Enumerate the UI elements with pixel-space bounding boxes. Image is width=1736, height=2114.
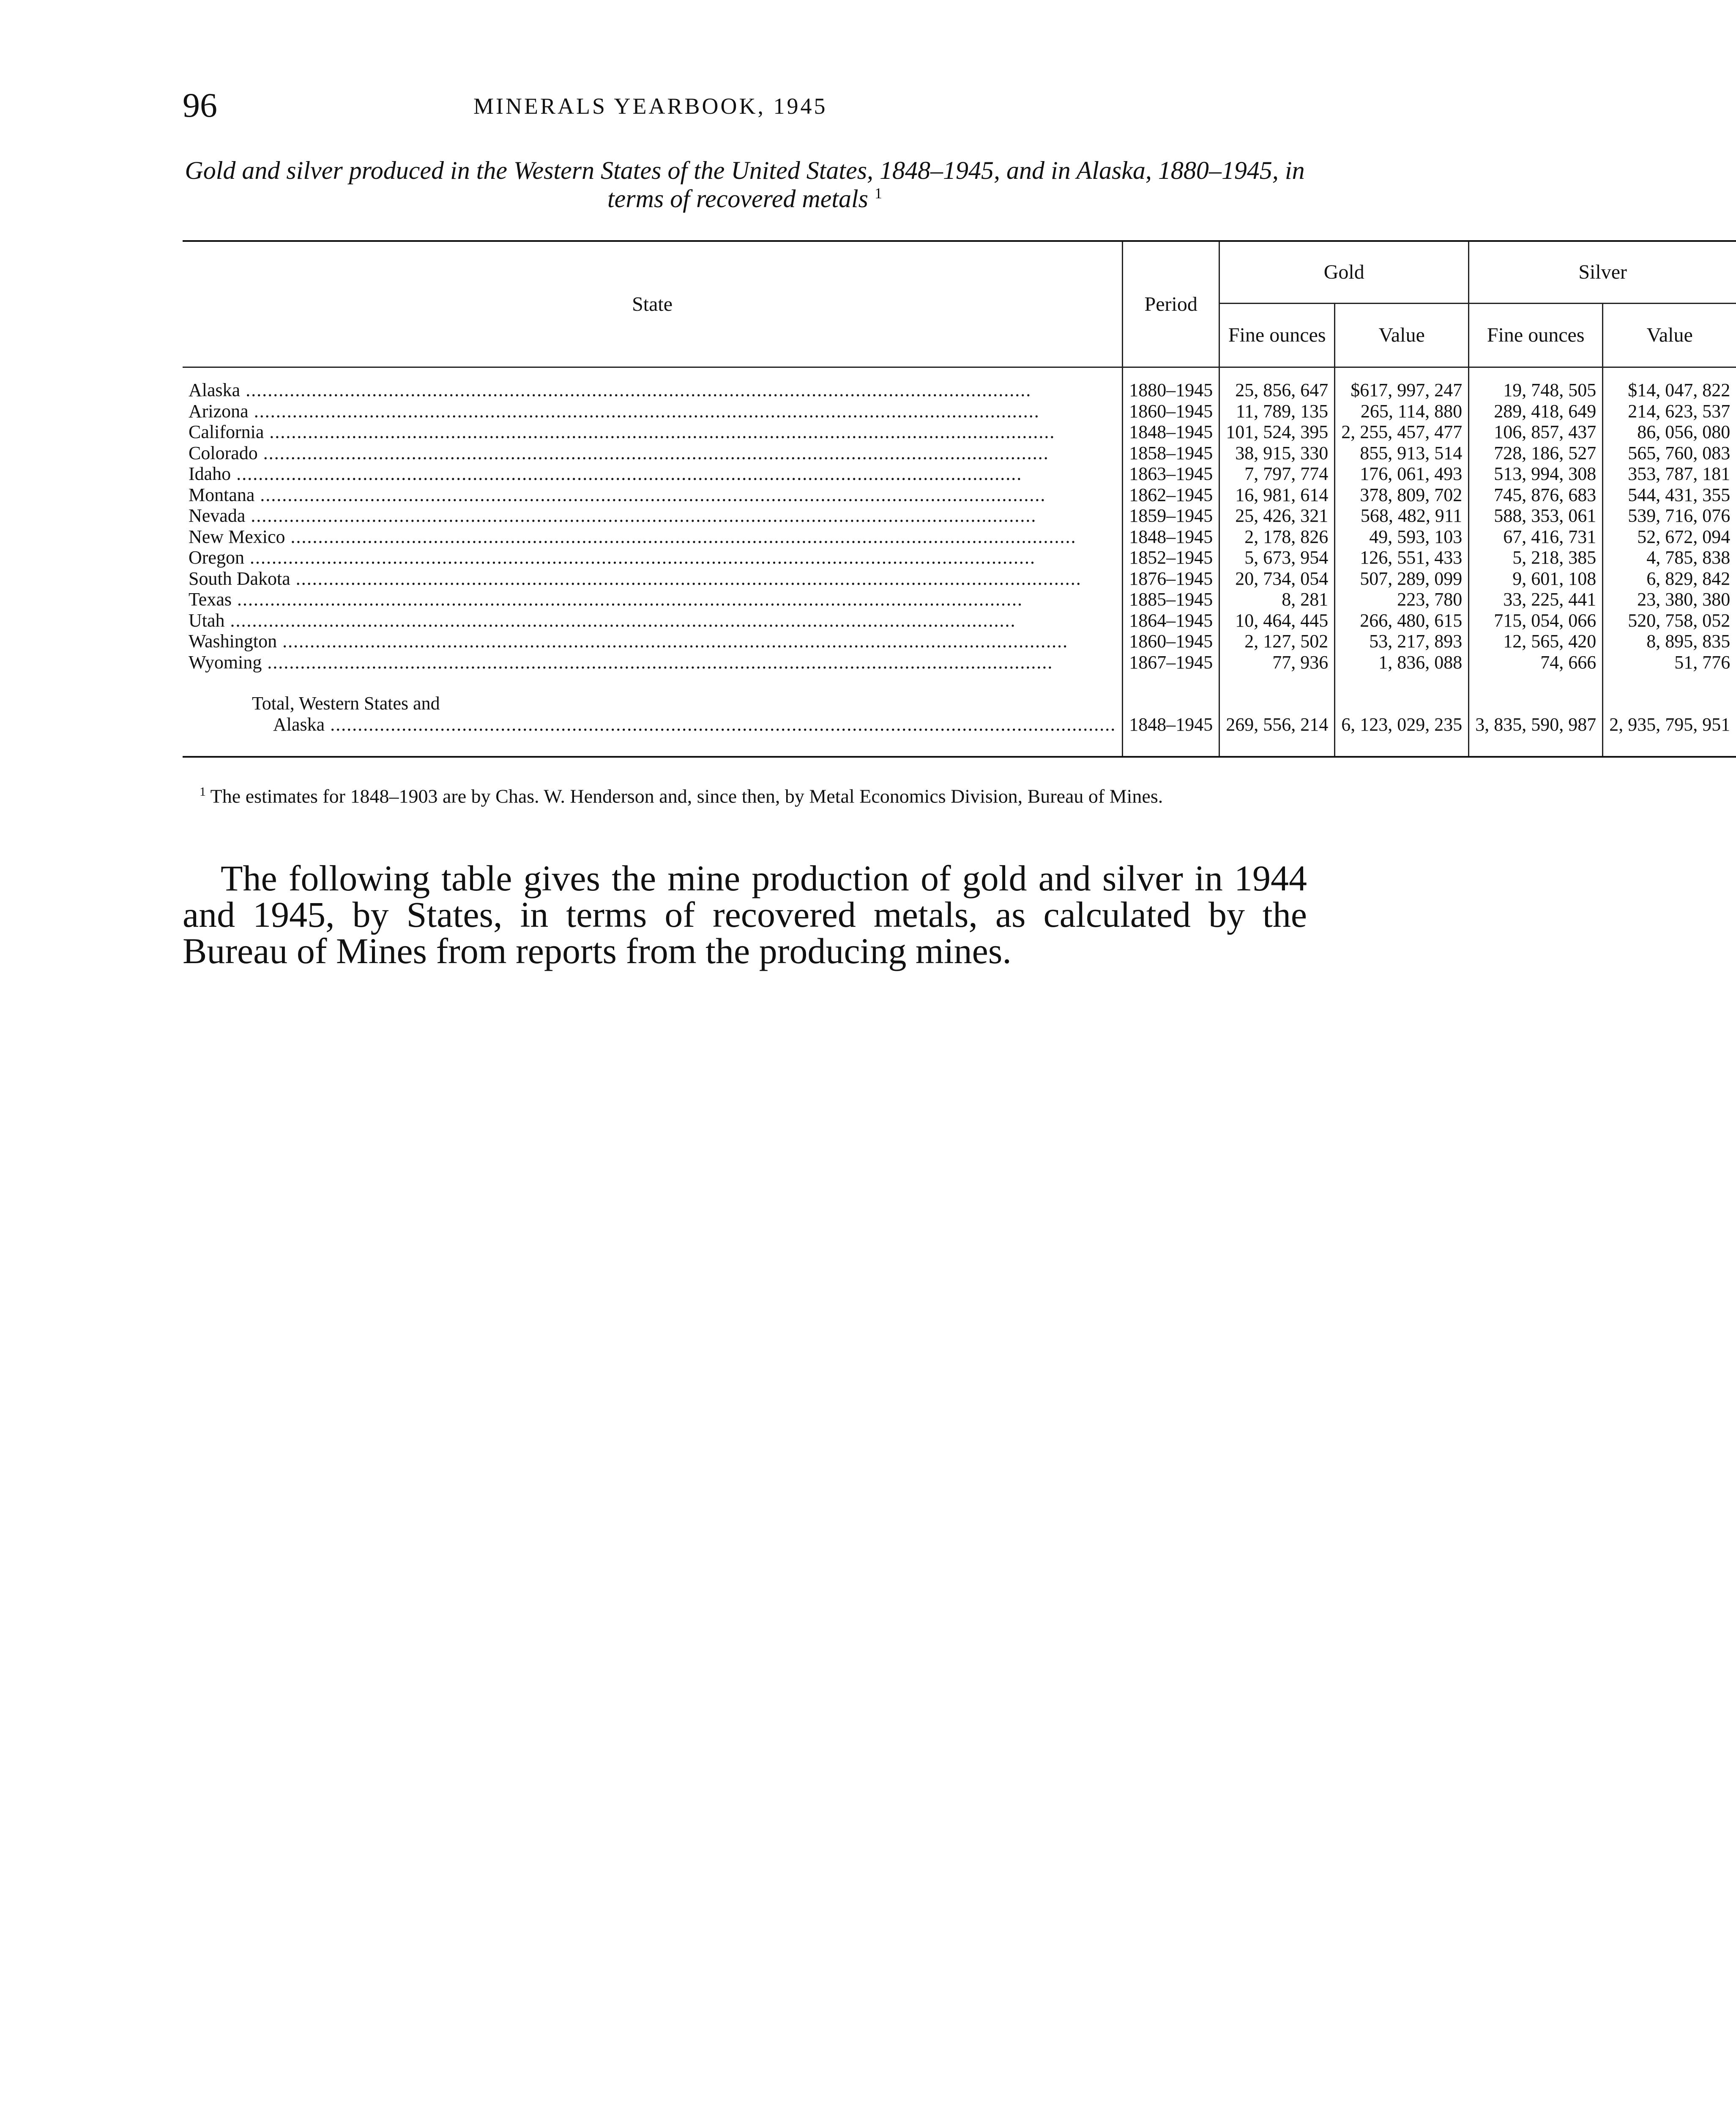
gold-ounces: 11, 789, 135 (1219, 401, 1335, 422)
state-name: Wyoming ..... (189, 652, 1116, 673)
gold-ounces: 7, 797, 774 (1219, 463, 1335, 485)
col-header-gold: Gold (1219, 241, 1469, 304)
state-name: Washington ..... (189, 631, 1116, 652)
silver-ounces: 289, 418, 649 (1469, 401, 1603, 422)
period: 1876–1945 (1123, 568, 1219, 589)
table-total-row (183, 693, 1736, 735)
silver-ounces: 33, 225, 441 (1469, 589, 1603, 610)
silver-value: 539, 716, 076 (1628, 505, 1731, 526)
table-row (183, 631, 1736, 652)
period: 1852–1945 (1123, 547, 1219, 568)
caption-footnote-ref: 1 (875, 185, 883, 202)
state-name: Montana ..... (189, 485, 1116, 506)
silver-ounces: 19, 748, 505 (1469, 380, 1603, 401)
gold-value: 1, 836, 088 (1335, 652, 1469, 673)
table-row (183, 463, 1736, 485)
period: 1885–1945 (1123, 589, 1219, 610)
gold-ounces: 77, 936 (1219, 652, 1335, 673)
state-name: New Mexico ..... (189, 526, 1116, 548)
table-row (183, 485, 1736, 506)
gold-value: 223, 780 (1335, 589, 1469, 610)
gold-ounces: 38, 915, 330 (1219, 443, 1335, 464)
gold-value: 855, 913, 514 (1335, 443, 1469, 464)
period: 1848–1945 (1123, 526, 1219, 548)
gold-value: 49, 593, 103 (1335, 526, 1469, 548)
silver-ounces: 12, 565, 420 (1469, 631, 1603, 652)
silver-value: 214, 623, 537 (1628, 400, 1731, 422)
table-row (183, 380, 1736, 401)
silver-value: 51, 776 (1674, 652, 1731, 673)
silver-ounces: 74, 666 (1469, 652, 1603, 673)
silver-value: 8, 895, 835 (1646, 631, 1731, 652)
total-silver-ounces: 3, 835, 590, 987 (1469, 693, 1603, 735)
state-name: South Dakota ..... (189, 568, 1116, 589)
silver-value: 52, 672, 094 (1637, 526, 1731, 547)
gold-ounces: 25, 426, 321 (1219, 505, 1335, 526)
col-header-silver: Silver (1469, 241, 1736, 304)
period: 1860–1945 (1123, 631, 1219, 652)
state-name: Alaska ..... (189, 380, 1116, 401)
table-row (183, 568, 1736, 589)
gold-ounces: 2, 127, 502 (1219, 631, 1335, 652)
gold-value: 2, 255, 457, 477 (1335, 422, 1469, 443)
col-header-period: Period (1123, 241, 1219, 367)
total-silver-value: 2, 935, 795, 951 (1609, 714, 1731, 735)
silver-ounces: 588, 353, 061 (1469, 505, 1603, 526)
table-row (183, 589, 1736, 610)
silver-value: 353, 787, 181 (1628, 463, 1731, 484)
gold-ounces: 101, 524, 395 (1219, 422, 1335, 443)
silver-value: 23, 380, 380 (1637, 589, 1731, 610)
col-header-silver-value: Value (1646, 324, 1693, 347)
silver-ounces: 728, 186, 527 (1469, 443, 1603, 464)
state-name: Utah ..... (189, 610, 1116, 631)
total-label-line2: Alaska ..... (189, 714, 1116, 735)
table-row (183, 443, 1736, 464)
silver-value: $14, 047, 822 (1628, 380, 1731, 400)
silver-ounces: 745, 876, 683 (1469, 485, 1603, 506)
gold-value: 507, 289, 099 (1335, 568, 1469, 589)
period: 1848–1945 (1123, 422, 1219, 443)
caption-text: Gold and silver produced in the Western States of the United States, 1848–1945, and in Alaska, 1880–1945, in terms of recovered metals (185, 156, 1305, 213)
gold-value: 378, 809, 702 (1335, 485, 1469, 506)
period: 1880–1945 (1123, 380, 1219, 401)
gold-value: 568, 482, 911 (1335, 505, 1469, 526)
gold-value: $617, 997, 247 (1335, 380, 1469, 401)
total-period: 1848–1945 (1123, 693, 1219, 735)
footnote-marker: 1 (200, 785, 206, 799)
period: 1859–1945 (1123, 505, 1219, 526)
silver-value: 544, 431, 355 (1628, 484, 1731, 505)
total-gold-ounces: 269, 556, 214 (1219, 693, 1335, 735)
gold-value: 126, 551, 433 (1335, 547, 1469, 568)
table-row (183, 526, 1736, 548)
silver-ounces: 67, 416, 731 (1469, 526, 1603, 548)
gold-ounces: 8, 281 (1219, 589, 1335, 610)
col-header-state: State (183, 241, 1123, 367)
gold-value: 176, 061, 493 (1335, 463, 1469, 485)
period: 1862–1945 (1123, 485, 1219, 506)
silver-value: 520, 758, 052 (1628, 610, 1731, 631)
footnote (183, 785, 1307, 808)
period: 1858–1945 (1123, 443, 1219, 464)
silver-value: 6, 829, 842 (1646, 568, 1731, 589)
period: 1867–1945 (1123, 652, 1219, 673)
total-label-line1: Total, Western States and (252, 693, 440, 714)
state-name: California ..... (189, 422, 1116, 443)
period: 1860–1945 (1123, 401, 1219, 422)
table-row (183, 652, 1736, 673)
gold-ounces: 20, 734, 054 (1219, 568, 1335, 589)
gold-ounces: 2, 178, 826 (1219, 526, 1335, 548)
running-head: MINERALS YEARBOOK, 1945 (473, 93, 828, 119)
body-paragraph: The following table gives the mine production of gold and silver in 1944 and 1945, by States, in terms of recovered metals, as calculated by the Bureau of Mines from reports from the producing mines. (183, 858, 1307, 971)
table-row (183, 610, 1736, 631)
table-caption (183, 156, 1307, 213)
silver-ounces: 715, 054, 066 (1469, 610, 1603, 631)
col-header-silver-ounces: Fine ounces (1469, 304, 1603, 367)
footnote-text: The estimates for 1848–1903 are by Chas. W. Henderson and, since then, by Metal Economics Division, Bureau of Mines. (210, 785, 1163, 807)
state-name: Colorado ..... (189, 443, 1116, 464)
page-number: 96 (183, 86, 217, 124)
state-name: Idaho ..... (189, 463, 1116, 485)
silver-value: 4, 785, 838 (1646, 547, 1731, 568)
silver-ounces: 5, 218, 385 (1469, 547, 1603, 568)
table-row (183, 401, 1736, 422)
state-name: Arizona ..... (189, 401, 1116, 422)
state-name: Oregon ..... (189, 547, 1116, 568)
silver-value: 86, 056, 080 (1637, 422, 1731, 442)
table-row (183, 422, 1736, 443)
gold-ounces: 25, 856, 647 (1219, 380, 1335, 401)
gold-ounces: 16, 981, 614 (1219, 485, 1335, 506)
period: 1863–1945 (1123, 463, 1219, 485)
gold-value: 265, 114, 880 (1335, 401, 1469, 422)
gold-value: 266, 480, 615 (1335, 610, 1469, 631)
col-header-gold-value: Value (1335, 304, 1469, 367)
silver-ounces: 9, 601, 108 (1469, 568, 1603, 589)
total-gold-value: 6, 123, 029, 235 (1335, 693, 1469, 735)
table-row (183, 505, 1736, 526)
gold-ounces: 5, 673, 954 (1219, 547, 1335, 568)
period: 1864–1945 (1123, 610, 1219, 631)
state-name: Nevada ..... (189, 505, 1116, 526)
col-header-gold-ounces: Fine ounces (1219, 304, 1335, 367)
table-row (183, 547, 1736, 568)
silver-ounces: 513, 994, 308 (1469, 463, 1603, 485)
gold-silver-table (183, 240, 1736, 758)
silver-value: 565, 760, 083 (1628, 442, 1731, 463)
silver-ounces: 106, 857, 437 (1469, 422, 1603, 443)
gold-value: 53, 217, 893 (1335, 631, 1469, 652)
state-name: Texas ..... (189, 589, 1116, 610)
gold-ounces: 10, 464, 445 (1219, 610, 1335, 631)
